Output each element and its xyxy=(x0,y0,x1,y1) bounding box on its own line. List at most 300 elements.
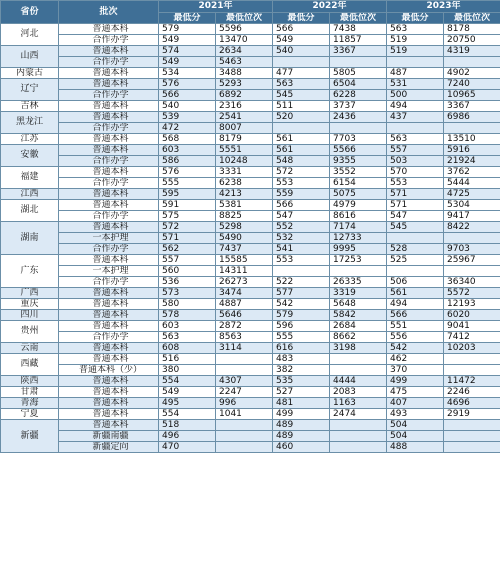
score-2022-cell: 477 xyxy=(273,68,330,79)
rank-2021-cell: 2872 xyxy=(216,321,273,332)
province-cell: 云南 xyxy=(1,343,59,354)
score-2022-cell: 547 xyxy=(273,211,330,222)
score-2023-cell: 493 xyxy=(387,409,444,420)
table-row xyxy=(1,277,500,288)
rank-2022-cell: 17253 xyxy=(330,255,387,266)
score-2023-cell: 570 xyxy=(387,167,444,178)
table-header xyxy=(1,1,500,24)
table-row xyxy=(1,167,500,178)
score-2022-cell: 511 xyxy=(273,101,330,112)
rank-2022-cell: 26335 xyxy=(330,277,387,288)
rank-2022-cell xyxy=(330,420,387,431)
province-cell: 安徽 xyxy=(1,145,59,167)
batch-cell: 普通本科 xyxy=(59,299,159,310)
score-2022-cell: 382 xyxy=(273,365,330,376)
rank-2023-cell: 3367 xyxy=(444,101,500,112)
rank-2023-cell: 5304 xyxy=(444,200,500,211)
province-cell: 四川 xyxy=(1,310,59,321)
score-2023-cell: 506 xyxy=(387,277,444,288)
rank-2022-cell: 7438 xyxy=(330,24,387,35)
province-cell: 青海 xyxy=(1,398,59,409)
header-min-rank: 最低位次 xyxy=(330,13,387,24)
rank-2021-cell: 3331 xyxy=(216,167,273,178)
score-2022-cell: 481 xyxy=(273,398,330,409)
score-2021-cell: 540 xyxy=(159,101,216,112)
rank-2023-cell: 2919 xyxy=(444,409,500,420)
rank-2023-cell: 4319 xyxy=(444,46,500,57)
score-2023-cell: 545 xyxy=(387,222,444,233)
batch-cell: 普通本科 xyxy=(59,255,159,266)
rank-2023-cell xyxy=(444,442,500,453)
rank-2021-cell: 4307 xyxy=(216,376,273,387)
rank-2023-cell: 36340 xyxy=(444,277,500,288)
batch-cell: 普通本科 xyxy=(59,398,159,409)
score-2021-cell: 549 xyxy=(159,35,216,46)
score-2022-cell: 555 xyxy=(273,332,330,343)
score-2021-cell: 578 xyxy=(159,310,216,321)
rank-2023-cell xyxy=(444,233,500,244)
rank-2022-cell: 6228 xyxy=(330,90,387,101)
score-2021-cell: 549 xyxy=(159,57,216,68)
score-2021-cell: 549 xyxy=(159,387,216,398)
rank-2023-cell: 3762 xyxy=(444,167,500,178)
score-2023-cell: 556 xyxy=(387,332,444,343)
score-2021-cell: 557 xyxy=(159,255,216,266)
table-row xyxy=(1,233,500,244)
score-2022-cell: 535 xyxy=(273,376,330,387)
province-cell: 贵州 xyxy=(1,321,59,343)
table-row xyxy=(1,387,500,398)
table-row xyxy=(1,266,500,277)
table-row xyxy=(1,332,500,343)
table-row xyxy=(1,288,500,299)
score-2022-cell: 577 xyxy=(273,288,330,299)
rank-2022-cell: 2083 xyxy=(330,387,387,398)
score-2022-cell: 553 xyxy=(273,178,330,189)
score-2023-cell: 551 xyxy=(387,321,444,332)
rank-2021-cell: 8179 xyxy=(216,134,273,145)
batch-cell: 合作办学 xyxy=(59,244,159,255)
score-2023-cell xyxy=(387,123,444,134)
table-row xyxy=(1,343,500,354)
table-row xyxy=(1,156,500,167)
rank-2022-cell xyxy=(330,57,387,68)
header-year-2021: 2021年 xyxy=(159,1,273,13)
header-province: 省份 xyxy=(1,1,59,24)
score-2022-cell xyxy=(273,57,330,68)
rank-2021-cell: 8563 xyxy=(216,332,273,343)
rank-2021-cell: 10248 xyxy=(216,156,273,167)
table-row xyxy=(1,189,500,200)
rank-2022-cell: 5805 xyxy=(330,68,387,79)
province-cell: 辽宁 xyxy=(1,79,59,101)
batch-cell: 合作办学 xyxy=(59,211,159,222)
table-row xyxy=(1,101,500,112)
score-2021-cell: 572 xyxy=(159,222,216,233)
score-2021-cell: 608 xyxy=(159,343,216,354)
rank-2021-cell: 2316 xyxy=(216,101,273,112)
table-row xyxy=(1,123,500,134)
header-min-rank: 最低位次 xyxy=(444,13,500,24)
table-row xyxy=(1,134,500,145)
score-2023-cell xyxy=(387,266,444,277)
table-row xyxy=(1,68,500,79)
score-2023-cell: 571 xyxy=(387,200,444,211)
rank-2022-cell xyxy=(330,123,387,134)
rank-2022-cell: 5075 xyxy=(330,189,387,200)
batch-cell: 普通本科 xyxy=(59,24,159,35)
rank-2022-cell: 7174 xyxy=(330,222,387,233)
rank-2023-cell: 5444 xyxy=(444,178,500,189)
rank-2021-cell: 5463 xyxy=(216,57,273,68)
score-2021-cell: 586 xyxy=(159,156,216,167)
rank-2022-cell: 4444 xyxy=(330,376,387,387)
table-row xyxy=(1,255,500,266)
score-2023-cell: 531 xyxy=(387,79,444,90)
rank-2021-cell: 6238 xyxy=(216,178,273,189)
score-2022-cell: 541 xyxy=(273,244,330,255)
rank-2021-cell: 5551 xyxy=(216,145,273,156)
table-row xyxy=(1,79,500,90)
province-cell: 福建 xyxy=(1,167,59,189)
rank-2021-cell: 5381 xyxy=(216,200,273,211)
batch-cell: 合作办学 xyxy=(59,57,159,68)
score-2022-cell: 522 xyxy=(273,277,330,288)
rank-2021-cell xyxy=(216,420,273,431)
score-2022-cell xyxy=(273,266,330,277)
rank-2023-cell: 9041 xyxy=(444,321,500,332)
score-2022-cell: 520 xyxy=(273,112,330,123)
score-2021-cell: 539 xyxy=(159,112,216,123)
batch-cell: 普通本科 xyxy=(59,409,159,420)
score-2023-cell: 407 xyxy=(387,398,444,409)
province-cell: 山西 xyxy=(1,46,59,68)
rank-2023-cell: 5916 xyxy=(444,145,500,156)
score-2021-cell: 495 xyxy=(159,398,216,409)
rank-2023-cell: 12193 xyxy=(444,299,500,310)
score-2022-cell: 572 xyxy=(273,167,330,178)
rank-2021-cell: 5646 xyxy=(216,310,273,321)
score-2023-cell: 557 xyxy=(387,145,444,156)
batch-cell: 普通本科 xyxy=(59,101,159,112)
batch-cell: 普通本科 xyxy=(59,79,159,90)
rank-2023-cell xyxy=(444,354,500,365)
batch-cell: 普通本科 xyxy=(59,310,159,321)
rank-2021-cell: 4887 xyxy=(216,299,273,310)
score-2022-cell: 542 xyxy=(273,299,330,310)
table-row xyxy=(1,46,500,57)
batch-cell: 合作办学 xyxy=(59,35,159,46)
score-2021-cell: 534 xyxy=(159,68,216,79)
score-2022-cell: 483 xyxy=(273,354,330,365)
score-2021-cell: 555 xyxy=(159,178,216,189)
rank-2021-cell: 3488 xyxy=(216,68,273,79)
rank-2023-cell: 4725 xyxy=(444,189,500,200)
score-2023-cell: 494 xyxy=(387,101,444,112)
rank-2023-cell: 10203 xyxy=(444,343,500,354)
table-row xyxy=(1,211,500,222)
rank-2022-cell: 6154 xyxy=(330,178,387,189)
score-2021-cell: 566 xyxy=(159,90,216,101)
table-row xyxy=(1,90,500,101)
score-2021-cell: 554 xyxy=(159,376,216,387)
score-2023-cell: 488 xyxy=(387,442,444,453)
score-2023-cell: 519 xyxy=(387,35,444,46)
province-cell: 吉林 xyxy=(1,101,59,112)
province-cell: 宁夏 xyxy=(1,409,59,420)
rank-2022-cell xyxy=(330,354,387,365)
rank-2023-cell: 21924 xyxy=(444,156,500,167)
rank-2021-cell xyxy=(216,365,273,376)
score-2021-cell: 603 xyxy=(159,145,216,156)
batch-cell: 普通本科 xyxy=(59,46,159,57)
rank-2022-cell: 3552 xyxy=(330,167,387,178)
province-cell: 黑龙江 xyxy=(1,112,59,134)
score-2021-cell: 562 xyxy=(159,244,216,255)
province-cell: 陕西 xyxy=(1,376,59,387)
province-cell: 江西 xyxy=(1,189,59,200)
score-2023-cell: 500 xyxy=(387,90,444,101)
rank-2021-cell: 5490 xyxy=(216,233,273,244)
rank-2022-cell xyxy=(330,431,387,442)
rank-2022-cell: 4979 xyxy=(330,200,387,211)
rank-2023-cell: 11472 xyxy=(444,376,500,387)
rank-2022-cell: 8616 xyxy=(330,211,387,222)
table-row xyxy=(1,299,500,310)
score-2022-cell: 559 xyxy=(273,189,330,200)
rank-2021-cell: 5293 xyxy=(216,79,273,90)
score-2021-cell: 576 xyxy=(159,167,216,178)
score-2023-cell: 566 xyxy=(387,310,444,321)
score-2021-cell: 574 xyxy=(159,46,216,57)
province-cell: 重庆 xyxy=(1,299,59,310)
score-2021-cell: 579 xyxy=(159,24,216,35)
rank-2022-cell: 3319 xyxy=(330,288,387,299)
score-2021-cell: 575 xyxy=(159,211,216,222)
rank-2021-cell xyxy=(216,431,273,442)
rank-2021-cell: 2247 xyxy=(216,387,273,398)
province-cell: 广西 xyxy=(1,288,59,299)
rank-2021-cell: 5298 xyxy=(216,222,273,233)
province-cell: 河北 xyxy=(1,24,59,46)
rank-2022-cell: 6504 xyxy=(330,79,387,90)
table-row xyxy=(1,365,500,376)
score-2023-cell: 553 xyxy=(387,178,444,189)
batch-cell: 普通本科 xyxy=(59,376,159,387)
batch-cell: 普通本科 xyxy=(59,134,159,145)
province-cell: 内蒙古 xyxy=(1,68,59,79)
score-2023-cell: 503 xyxy=(387,156,444,167)
province-cell: 湖北 xyxy=(1,200,59,222)
score-2022-cell: 561 xyxy=(273,145,330,156)
score-2022-cell xyxy=(273,123,330,134)
score-2023-cell: 528 xyxy=(387,244,444,255)
score-2022-cell: 552 xyxy=(273,222,330,233)
rank-2023-cell: 6986 xyxy=(444,112,500,123)
score-2022-cell: 566 xyxy=(273,200,330,211)
header-min-score: 最低分 xyxy=(159,13,216,24)
score-2023-cell: 547 xyxy=(387,211,444,222)
rank-2022-cell xyxy=(330,266,387,277)
score-2022-cell: 579 xyxy=(273,310,330,321)
table-row xyxy=(1,431,500,442)
table-row xyxy=(1,244,500,255)
batch-cell: 普通本科 xyxy=(59,112,159,123)
score-2022-cell: 532 xyxy=(273,233,330,244)
rank-2023-cell: 8178 xyxy=(444,24,500,35)
table-row xyxy=(1,145,500,156)
score-2021-cell: 591 xyxy=(159,200,216,211)
score-2021-cell: 576 xyxy=(159,79,216,90)
score-2023-cell: 494 xyxy=(387,299,444,310)
score-2021-cell: 496 xyxy=(159,431,216,442)
table-row xyxy=(1,376,500,387)
batch-cell: 合作办学 xyxy=(59,123,159,134)
table-row xyxy=(1,200,500,211)
score-2022-cell: 566 xyxy=(273,24,330,35)
score-2022-cell: 545 xyxy=(273,90,330,101)
batch-cell: 普通本科 xyxy=(59,354,159,365)
rank-2021-cell: 2634 xyxy=(216,46,273,57)
batch-cell: 普通本科 xyxy=(59,145,159,156)
score-2023-cell: 519 xyxy=(387,46,444,57)
table-row xyxy=(1,398,500,409)
rank-2022-cell: 5648 xyxy=(330,299,387,310)
score-2022-cell: 527 xyxy=(273,387,330,398)
rank-2023-cell: 9703 xyxy=(444,244,500,255)
batch-cell: 合作办学 xyxy=(59,332,159,343)
score-2021-cell: 380 xyxy=(159,365,216,376)
rank-2021-cell: 996 xyxy=(216,398,273,409)
rank-2021-cell: 5596 xyxy=(216,24,273,35)
rank-2021-cell: 7437 xyxy=(216,244,273,255)
rank-2023-cell: 4696 xyxy=(444,398,500,409)
table-row xyxy=(1,442,500,453)
score-2022-cell: 460 xyxy=(273,442,330,453)
rank-2022-cell: 3737 xyxy=(330,101,387,112)
rank-2022-cell: 12733 xyxy=(330,233,387,244)
rank-2022-cell: 3367 xyxy=(330,46,387,57)
score-2023-cell: 462 xyxy=(387,354,444,365)
rank-2021-cell: 3474 xyxy=(216,288,273,299)
score-2021-cell: 470 xyxy=(159,442,216,453)
batch-cell: 普通本科 xyxy=(59,68,159,79)
score-2023-cell: 525 xyxy=(387,255,444,266)
province-cell: 江苏 xyxy=(1,134,59,145)
rank-2023-cell: 6020 xyxy=(444,310,500,321)
score-2023-cell: 561 xyxy=(387,288,444,299)
rank-2023-cell xyxy=(444,420,500,431)
rank-2021-cell: 6892 xyxy=(216,90,273,101)
rank-2021-cell: 3114 xyxy=(216,343,273,354)
header-year-2022: 2022年 xyxy=(273,1,387,13)
score-2021-cell: 573 xyxy=(159,288,216,299)
batch-cell: 普通本科（少） xyxy=(59,365,159,376)
rank-2022-cell: 8662 xyxy=(330,332,387,343)
score-2021-cell: 580 xyxy=(159,299,216,310)
score-2023-cell: 475 xyxy=(387,387,444,398)
score-2023-cell: 437 xyxy=(387,112,444,123)
rank-2023-cell: 25967 xyxy=(444,255,500,266)
batch-cell: 一本护理 xyxy=(59,233,159,244)
rank-2021-cell xyxy=(216,354,273,365)
rank-2021-cell: 8825 xyxy=(216,211,273,222)
score-2021-cell: 518 xyxy=(159,420,216,431)
batch-cell: 合作办学 xyxy=(59,277,159,288)
score-2023-cell: 504 xyxy=(387,420,444,431)
score-2021-cell: 563 xyxy=(159,332,216,343)
score-2023-cell: 504 xyxy=(387,431,444,442)
rank-2023-cell: 4902 xyxy=(444,68,500,79)
rank-2023-cell: 20750 xyxy=(444,35,500,46)
rank-2021-cell: 8007 xyxy=(216,123,273,134)
rank-2022-cell: 7703 xyxy=(330,134,387,145)
rank-2022-cell: 5842 xyxy=(330,310,387,321)
table-row xyxy=(1,35,500,46)
score-2021-cell: 560 xyxy=(159,266,216,277)
table-body xyxy=(1,24,500,453)
batch-cell: 新疆南疆 xyxy=(59,431,159,442)
rank-2021-cell: 1041 xyxy=(216,409,273,420)
province-cell: 甘肃 xyxy=(1,387,59,398)
province-cell: 湖南 xyxy=(1,222,59,255)
score-2023-cell: 487 xyxy=(387,68,444,79)
rank-2022-cell: 2684 xyxy=(330,321,387,332)
rank-2023-cell xyxy=(444,365,500,376)
table-row xyxy=(1,24,500,35)
score-2022-cell: 540 xyxy=(273,46,330,57)
header-min-rank: 最低位次 xyxy=(216,13,273,24)
table-row xyxy=(1,354,500,365)
rank-2023-cell xyxy=(444,431,500,442)
score-2022-cell: 548 xyxy=(273,156,330,167)
rank-2022-cell xyxy=(330,442,387,453)
score-2022-cell: 549 xyxy=(273,35,330,46)
batch-cell: 合作办学 xyxy=(59,178,159,189)
score-2023-cell xyxy=(387,233,444,244)
batch-cell: 合作办学 xyxy=(59,156,159,167)
rank-2023-cell: 9417 xyxy=(444,211,500,222)
score-2023-cell: 571 xyxy=(387,189,444,200)
rank-2023-cell: 7240 xyxy=(444,79,500,90)
score-2022-cell: 499 xyxy=(273,409,330,420)
rank-2023-cell: 13510 xyxy=(444,134,500,145)
header-min-score: 最低分 xyxy=(273,13,330,24)
score-2022-cell: 489 xyxy=(273,431,330,442)
rank-2022-cell: 2474 xyxy=(330,409,387,420)
province-cell: 广东 xyxy=(1,255,59,288)
score-2022-cell: 563 xyxy=(273,79,330,90)
score-2022-cell: 596 xyxy=(273,321,330,332)
batch-cell: 普通本科 xyxy=(59,222,159,233)
rank-2021-cell: 15585 xyxy=(216,255,273,266)
score-2021-cell: 472 xyxy=(159,123,216,134)
rank-2021-cell: 2541 xyxy=(216,112,273,123)
rank-2023-cell xyxy=(444,123,500,134)
score-2022-cell: 616 xyxy=(273,343,330,354)
rank-2022-cell xyxy=(330,365,387,376)
batch-cell: 普通本科 xyxy=(59,288,159,299)
score-2021-cell: 603 xyxy=(159,321,216,332)
score-2023-cell: 563 xyxy=(387,134,444,145)
score-2022-cell: 553 xyxy=(273,255,330,266)
score-2021-cell: 595 xyxy=(159,189,216,200)
batch-cell: 普通本科 xyxy=(59,343,159,354)
rank-2023-cell: 2246 xyxy=(444,387,500,398)
batch-cell: 新疆定向 xyxy=(59,442,159,453)
rank-2023-cell: 5572 xyxy=(444,288,500,299)
batch-cell: 普通本科 xyxy=(59,420,159,431)
